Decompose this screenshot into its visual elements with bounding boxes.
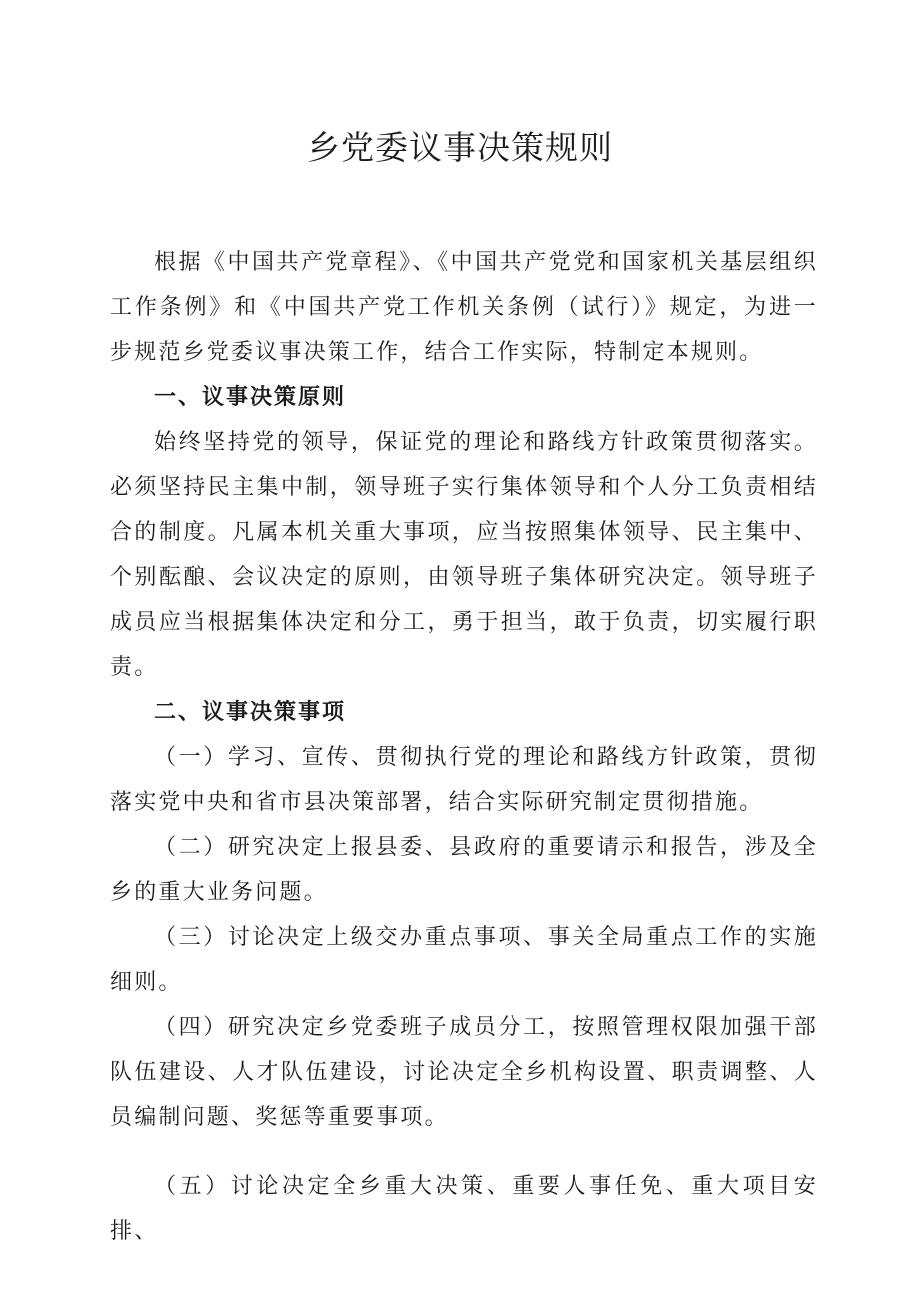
section-heading-matters: 二、议事决策事项 bbox=[154, 700, 347, 725]
matters-item-5: （五）讨论决定全乡重大决策、重要人事任免、重大项目安排、 bbox=[110, 1174, 818, 1244]
matters-item-1: （一）学习、宣传、贯彻执行党的理论和路线方针政策，贯彻落实党中央和省市县决策部署，结合实际研究制定贯彻措施。 bbox=[110, 745, 818, 815]
document-body bbox=[110, 240, 818, 1254]
principles-paragraph: 始终坚持党的领导，保证党的理论和路线方针政策贯彻落实。必须坚持民主集中制，领导班子实行集体领导和个人分工负责相结合的制度。凡属本机关重大事项，应当按照集体领导、民主集中、个别酝酿、会议决定的原则，由领导班子集体研究决定。领导班子成员应当根据集体决定和分工，勇于担当，敢于负责，切实履行职责。 bbox=[110, 430, 818, 680]
matters-item-3: （三）讨论决定上级交办重点事项、事关全局重点工作的实施细则。 bbox=[110, 925, 818, 995]
document-title: 乡党委议事决策规则 bbox=[307, 128, 613, 167]
matters-item-4: （四）研究决定乡党委班子成员分工，按照管理权限加强干部队伍建设、人才队伍建设，讨论决定全乡机构设置、职责调整、人员编制问题、奖惩等重要事项。 bbox=[110, 1015, 818, 1130]
matters-item-2: （二）研究决定上报县委、县政府的重要请示和报告，涉及全乡的重大业务问题。 bbox=[110, 835, 818, 905]
intro-paragraph: 根据《中国共产党章程》、《中国共产党党和国家机关基层组织工作条例》和《中国共产党工作机关条例（试行）》规定，为进一步规范乡党委议事决策工作，结合工作实际，特制定本规则。 bbox=[110, 250, 818, 365]
section-heading-principles: 一、议事决策原则 bbox=[154, 385, 347, 410]
